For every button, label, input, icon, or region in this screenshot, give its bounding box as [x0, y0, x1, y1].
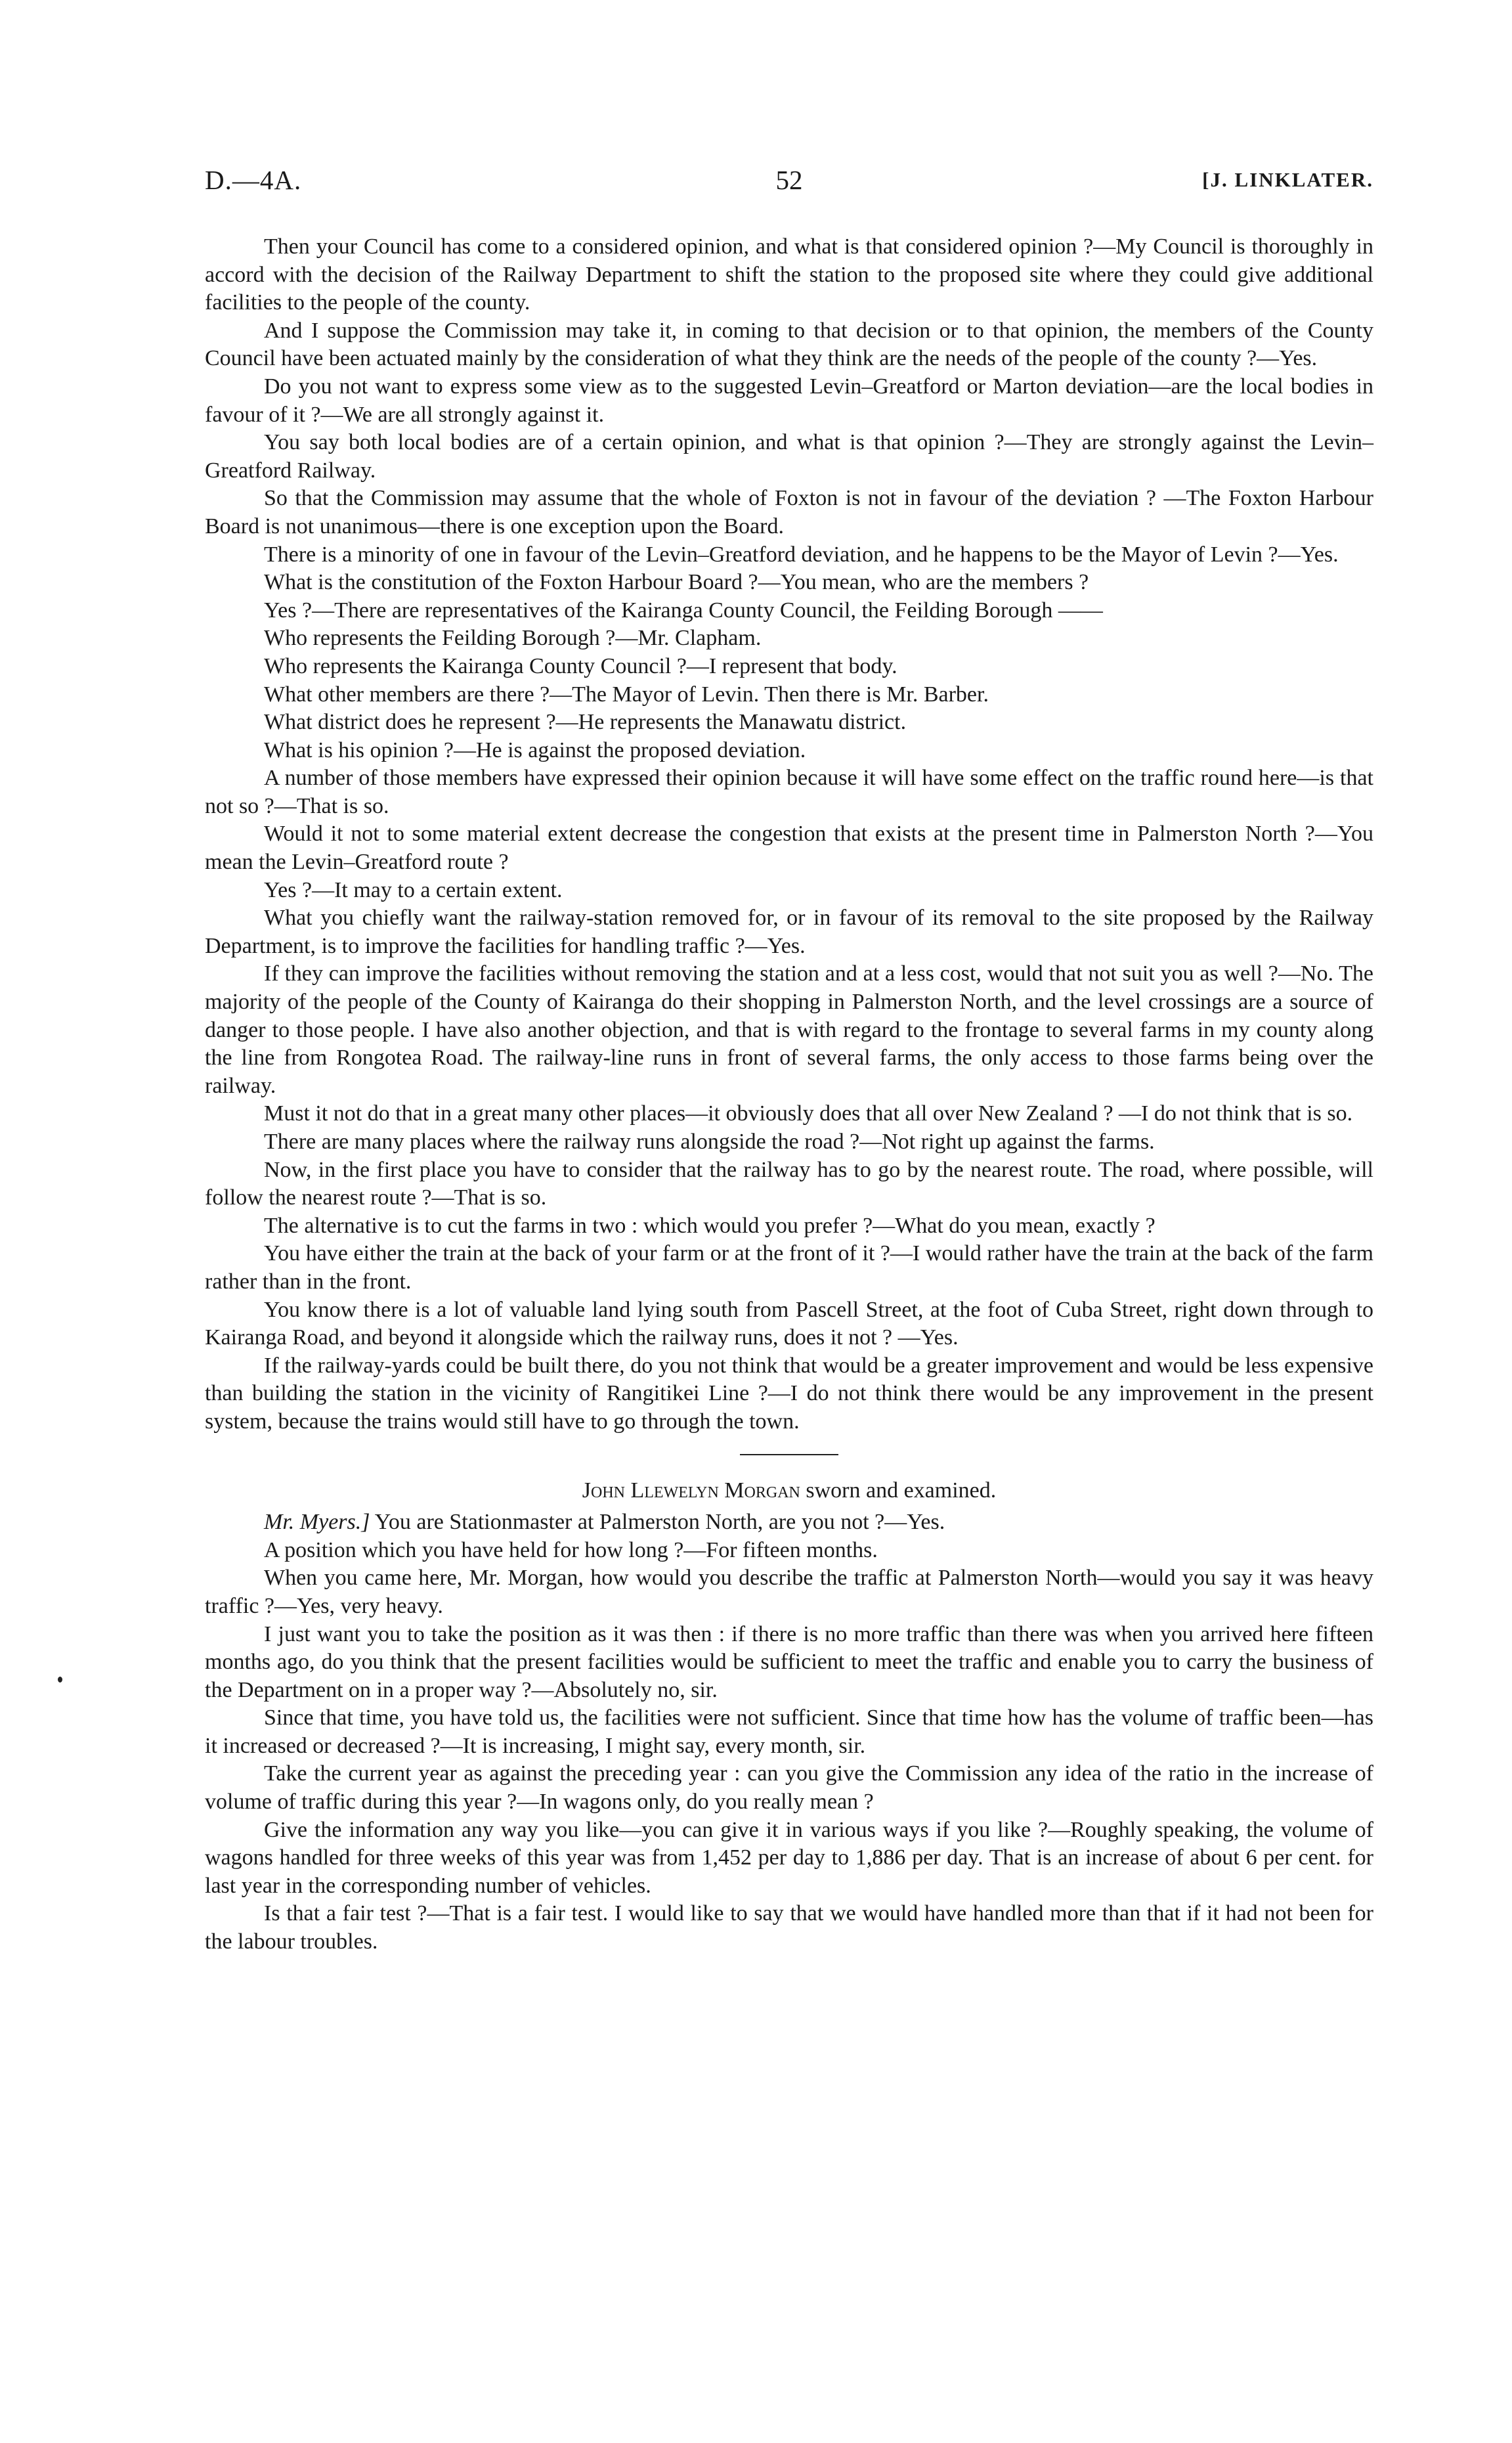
paragraph: You say both local bodies are of a certain opinion, and what is that opinion ?—They are strongly against the Levin–Greatford Railway.	[205, 430, 1373, 483]
evidence-body	[205, 233, 1373, 1956]
paragraph: Who represents the Kairanga County Council ?—I represent that body.	[264, 653, 897, 678]
paragraph: Is that a fair test ?—That is a fair test. I would like to say that we would have handled more than that if it had not been for the labour troubles.	[205, 1901, 1373, 1954]
witness-name: John Llewelyn Morgan	[582, 1478, 800, 1503]
paragraph: So that the Commission may assume that the whole of Foxton is not in favour of the deviation ? —The Foxton Harbour Board is not unanimous—there is one exception upon the Board.	[205, 486, 1373, 539]
paragraph: Do you not want to express some view as to the suggested Levin–Greatford or Marton deviation—are the local bodies in favour of it ?—We are all strongly against it.	[205, 374, 1373, 427]
paragraph: When you came here, Mr. Morgan, how would you describe the traffic at Palmerston North—would you say it was heavy traffic ?—Yes, very heavy.	[205, 1566, 1373, 1618]
paragraph: What is his opinion ?—He is against the proposed deviation.	[264, 737, 806, 762]
paragraph: There is a minority of one in favour of the Levin–Greatford deviation, and he happens to be the Mayor of Levin ?—Yes.	[264, 542, 1339, 567]
witness-heading	[205, 1477, 1373, 1505]
paragraph	[205, 1508, 1373, 1537]
paragraph: I just want you to take the position as it was then : if there is no more traffic than there was when you arrived here fifteen months ago, do you think that the present facilities would be sufficient to meet the traffic and enable you to carry the business of the Department on in a proper way ?—Absolutely no, sir.	[205, 1621, 1373, 1702]
paragraph: You have either the train at the back of your farm or at the front of it ?—I would rather have the train at the back of the farm rather than in the front.	[205, 1241, 1373, 1294]
section-divider	[205, 1436, 1373, 1477]
paragraph-text: You are Stationmaster at Palmerston North, are you not ?—Yes.	[374, 1510, 945, 1535]
paragraph: The alternative is to cut the farms in two : which would you prefer ?—What do you mean, exactly ?	[264, 1213, 1156, 1238]
paragraph: What you chiefly want the railway-station removed for, or in favour of its removal to the site proposed by the Railway Department, is to improve the facilities for handling traffic ?—Yes.	[205, 906, 1373, 958]
margin-dot	[58, 1677, 62, 1683]
page-number: 52	[775, 165, 803, 195]
examiner-name: Mr. Myers.]	[264, 1510, 370, 1535]
paragraph: If the railway-yards could be built there, do you not think that would be a greater improvement and would be less expensive than building the station in the vicinity of Rangitikei Line ?—I do not think there would be any improvement in the present system, because the trains would still have to go through the town.	[205, 1353, 1373, 1434]
paragraph: There are many places where the railway runs alongside the road ?—Not right up against the farms.	[264, 1130, 1155, 1154]
paragraph: Who represents the Feilding Borough ?—Mr. Clapham.	[264, 626, 762, 651]
witness-running-head: [J. LINKLATER.	[1202, 168, 1373, 191]
divider-rule	[740, 1454, 838, 1455]
paragraph: Take the current year as against the preceding year : can you give the Commission any idea of the ratio in the increase of volume of traffic during this year ?—In wagons only, do you really mean ?	[205, 1761, 1373, 1815]
paragraph: Now, in the first place you have to consider that the railway has to go by the nearest route. The road, where possible, will follow the nearest route ?—That is so.	[205, 1157, 1373, 1210]
paragraph: What other members are there ?—The Mayor of Levin. Then there is Mr. Barber.	[264, 682, 989, 707]
paragraph: Would it not to some material extent decrease the congestion that exists at the present time in Palmerston North ?—You mean the Levin–Greatford route ?	[205, 822, 1373, 875]
paragraph: Since that time, you have told us, the facilities were not sufficient. Since that time how has the volume of traffic been—has it increased or decreased ?—It is increasing, I might say, every month, sir.	[205, 1706, 1373, 1758]
paragraph: You know there is a lot of valuable land lying south from Pascell Street, at the foot of Cuba Street, right down through to Kairanga Road, and beyond it alongside which the railway runs, does it not ? —Yes.	[205, 1297, 1373, 1350]
paragraph: A number of those members have expressed their opinion because it will have some effect on the traffic round here—is that not so ?—That is so.	[205, 766, 1373, 818]
paragraph: And I suppose the Commission may take it, in coming to that decision or to that opinion, the members of the County Council have been actuated mainly by the consideration of what they think are the needs of the people of the county ?—Yes.	[205, 318, 1373, 371]
paragraph: Yes ?—It may to a certain extent.	[264, 877, 563, 902]
paragraph: Then your Council has come to a considered opinion, and what is that considered opinion ?—My Council is thoroughly in accord with the decision of the Railway Department to shift the station to the proposed site where they could give additional facilities to the people of the county.	[205, 234, 1373, 315]
paragraph: A position which you have held for how long ?—For fifteen months.	[264, 1537, 878, 1562]
paragraph: If they can improve the facilities without removing the station and at a less cost, would that not suit you as well ?—No. The majority of the people of the County of Kairanga do their shopping in Palmerston North, and the level crossings are a source of danger to those people. I have also another objection, and that is with regard to the frontage to several farms in my county along the line from Rongotea Road. The railway-line runs in front of several farms, the only access to those farms being over the railway.	[205, 961, 1373, 1098]
page-header	[205, 164, 1373, 204]
paragraph: Must it not do that in a great many other places—it obviously does that all over New Zealand ? —I do not think that is so.	[264, 1101, 1353, 1126]
paragraph: What is the constitution of the Foxton Harbour Board ?—You mean, who are the members ?	[264, 570, 1089, 595]
paragraph: Give the information any way you like—you can give it in various ways if you like ?—Roughly speaking, the volume of wagons handled for three weeks of this year was from 1,452 per day to 1,886 per day. That is an increase of about 6 per cent. for last year in the corresponding number of vehicles.	[205, 1817, 1373, 1898]
witness-heading-suffix: sworn and examined.	[800, 1478, 997, 1503]
paragraph: What district does he represent ?—He represents the Manawatu district.	[264, 710, 907, 735]
document-reference: D.—4A.	[205, 165, 302, 195]
paragraph: Yes ?—There are representatives of the Kairanga County Council, the Feilding Borough ——	[264, 598, 1103, 623]
